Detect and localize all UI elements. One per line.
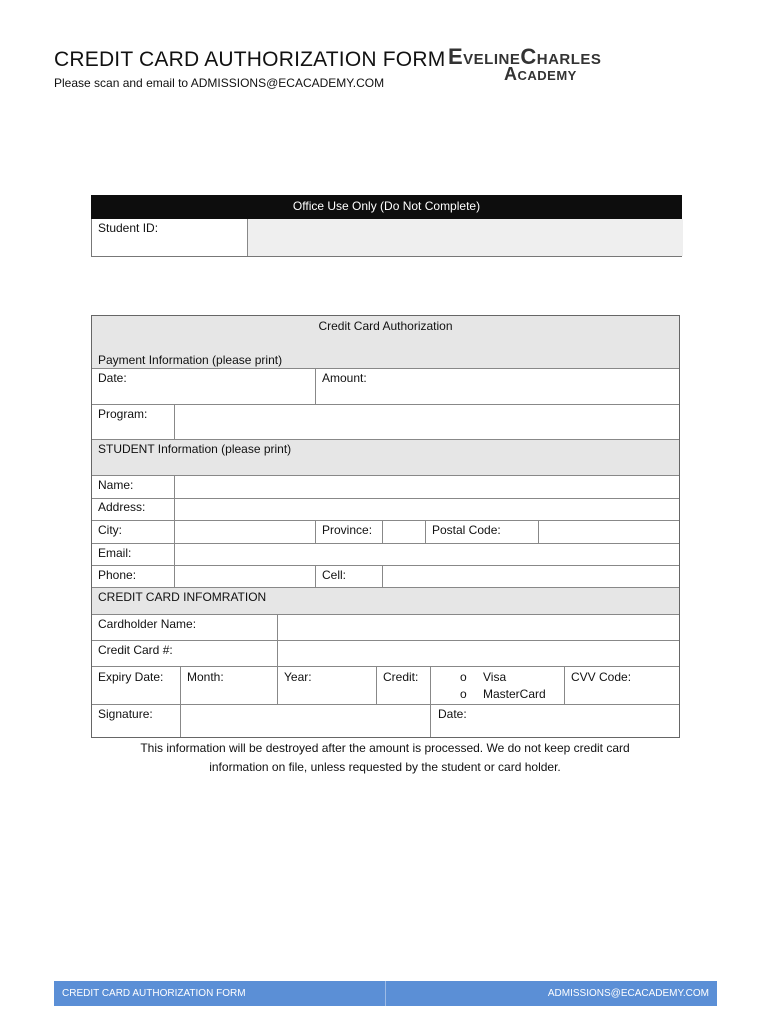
- cardholder-label: Cardholder Name:: [98, 617, 197, 631]
- city-field[interactable]: [175, 520, 315, 543]
- cardholder-field[interactable]: [278, 614, 679, 640]
- student-id-label: Student ID:: [98, 221, 159, 235]
- amount-field[interactable]: [316, 368, 679, 404]
- office-use-row: [91, 219, 682, 257]
- postal-code-label: Postal Code:: [432, 523, 501, 537]
- email-field[interactable]: [175, 543, 679, 565]
- address-label: Address:: [98, 500, 146, 514]
- logo-line-2: Academy: [504, 64, 577, 84]
- year-label: Year:: [284, 670, 312, 684]
- signature-label: Signature:: [98, 707, 153, 721]
- postal-code-field[interactable]: [539, 520, 679, 543]
- cell-field[interactable]: [383, 565, 679, 587]
- form-title: CREDIT CARD AUTHORIZATION FORM: [54, 48, 446, 71]
- month-label: Month:: [187, 670, 224, 684]
- logo-line-1: EvelineCharles: [448, 44, 602, 69]
- footer-divider: [385, 981, 386, 1006]
- cc-auth-heading: Credit Card Authorization: [318, 319, 453, 333]
- email-label: Email:: [98, 546, 132, 560]
- credit-label: Credit:: [383, 670, 419, 684]
- card-number-label: Credit Card #:: [98, 643, 173, 657]
- date-label: Date:: [98, 371, 127, 385]
- phone-field[interactable]: [175, 565, 315, 587]
- academy-logo: [448, 44, 682, 88]
- visa-bullet: o: [460, 670, 467, 684]
- footer-right-text: ADMISSIONS@ECACADEMY.COM: [547, 988, 709, 999]
- name-label: Name:: [98, 478, 134, 492]
- program-field[interactable]: [175, 404, 679, 439]
- visa-option[interactable]: Visa: [483, 670, 507, 684]
- city-label: City:: [98, 523, 122, 537]
- privacy-note-line-2: information on file, unless requested by the student or card holder.: [209, 760, 561, 774]
- mastercard-bullet: o: [460, 687, 467, 701]
- card-number-field[interactable]: [278, 640, 679, 666]
- student-id-field: [247, 219, 683, 256]
- address-field[interactable]: [175, 498, 679, 520]
- signature-date-label: Date:: [438, 707, 467, 721]
- privacy-note: [100, 739, 670, 777]
- cell-label: Cell:: [322, 568, 347, 582]
- phone-label: Phone:: [98, 568, 137, 582]
- student-section-label: STUDENT Information (please print): [98, 442, 292, 456]
- cvv-label: CVV Code:: [571, 670, 632, 684]
- signature-field[interactable]: [181, 704, 430, 737]
- credit-card-authorization-table: [91, 315, 680, 738]
- page-footer: [54, 981, 717, 1006]
- payment-section-label: Payment Information (please print): [98, 353, 283, 367]
- province-label: Province:: [322, 523, 373, 537]
- signature-date-field[interactable]: [431, 704, 679, 737]
- amount-label: Amount:: [322, 371, 367, 385]
- office-use-heading: Office Use Only (Do Not Complete): [91, 195, 682, 219]
- form-subtitle: Please scan and email to ADMISSIONS@ECACADEMY.COM: [54, 76, 385, 90]
- mastercard-option[interactable]: MasterCard: [483, 687, 546, 701]
- name-field[interactable]: [175, 475, 679, 498]
- privacy-note-line-1: This information will be destroyed after the amount is processed. We do not keep credit card: [140, 741, 630, 755]
- expiry-date-label: Expiry Date:: [98, 670, 164, 684]
- card-section-label: CREDIT CARD INFOMRATION: [98, 590, 267, 604]
- date-field[interactable]: [92, 368, 315, 404]
- footer-left-text: CREDIT CARD AUTHORIZATION FORM: [62, 988, 246, 999]
- program-label: Program:: [98, 407, 148, 421]
- province-field[interactable]: [383, 520, 425, 543]
